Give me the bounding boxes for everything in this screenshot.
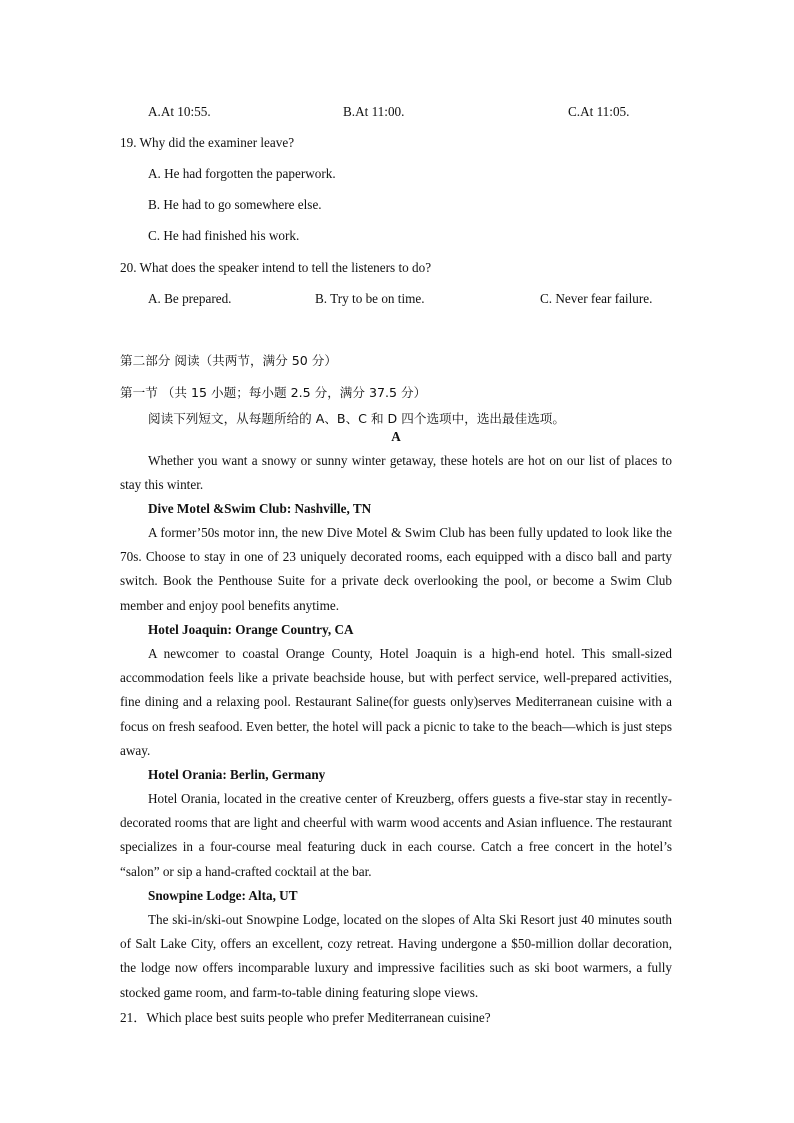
hotel-text-snowpine-body: The ski-in/ski-out Snowpine Lodge, located on the slopes of Alta Ski Resort just 40 minutes south of Salt Lake City, offers an excellent, cozy retreat. Having undergone a $50-million dollar decoration, the lodge now offers incomparable luxury and impressive facilities such as ski boot warmers, a fully stocked game room, and farm-to-table dining featuring slope views. — [120, 912, 672, 1000]
section1-heading: 第一节 （共 15 小题；每小题 2.5 分，满分 37.5 分） — [120, 385, 427, 400]
q19-option-c: C. He had finished his work. — [148, 228, 300, 243]
hotel-name-dive-motel: Dive Motel &Swim Club: Nashville, TN — [148, 501, 372, 516]
q18-option-a: A.At 10:55. — [148, 104, 211, 119]
q20-option-a: A. Be prepared. — [148, 291, 232, 306]
hotel-text-dive-motel — [120, 521, 672, 618]
q21-question: 21．Which place best suits people who prefer Mediterranean cuisine? — [120, 1010, 491, 1025]
q19-option-b: B. He had to go somewhere else. — [148, 197, 322, 212]
hotel-text-dive-motel-body: A former’50s motor inn, the new Dive Motel & Swim Club has been fully updated to look like the 70s. Choose to stay in one of 23 uniquely decorated rooms, each equipped with a disco ball and party switch. Book the Penthouse Suite for a private deck overlooking the pool, or become a Swim Club member and enjoy pool benefits anytime. — [120, 525, 672, 613]
passage-intro — [120, 449, 672, 497]
hotel-name-joaquin: Hotel Joaquin: Orange Country, CA — [148, 622, 354, 637]
passage-intro-text: Whether you want a snowy or sunny winter getaway, these hotels are hot on our list of places to stay this winter. — [120, 453, 672, 493]
q20-question: 20. What does the speaker intend to tell the listeners to do? — [120, 260, 432, 275]
q19-question: 19. Why did the examiner leave? — [120, 135, 295, 150]
passage-label: A — [391, 429, 401, 444]
reading-instruction: 阅读下列短文，从每题所给的 A、B、C 和 D 四个选项中，选出最佳选项。 — [148, 411, 565, 426]
q18-option-c: C.At 11:05. — [568, 104, 630, 119]
hotel-text-joaquin — [120, 642, 672, 763]
hotel-text-orania-body: Hotel Orania, located in the creative center of Kreuzberg, offers guests a five-star stay in recently-decorated rooms that are light and cheerful with warm wood accents and Asian influence. The restaurant specializes in a four-course meal featuring duck in each course. Catch a free concert in the hotel’s “salon” or sip a hand-crafted cocktail at the bar. — [120, 791, 672, 879]
hotel-text-orania — [120, 787, 672, 884]
hotel-text-snowpine — [120, 908, 672, 1005]
q20-option-b: B. Try to be on time. — [315, 291, 425, 306]
hotel-name-snowpine: Snowpine Lodge: Alta, UT — [148, 888, 298, 903]
hotel-name-orania: Hotel Orania: Berlin, Germany — [148, 767, 326, 782]
q18-option-b: B.At 11:00. — [343, 104, 405, 119]
q20-option-c: C. Never fear failure. — [540, 291, 653, 306]
part2-heading: 第二部分 阅读（共两节，满分 50 分） — [120, 353, 337, 368]
q19-option-a: A. He had forgotten the paperwork. — [148, 166, 336, 181]
hotel-text-joaquin-body: A newcomer to coastal Orange County, Hotel Joaquin is a high-end hotel. This small-sized accommodation feels like a private beachside house, but with perfect service, well-prepared activities, fine dining and a relaxing pool. Restaurant Saline(for guests only)serves Mediterranean cuisine with a focus on fresh seafood. Even better, the hotel will pack a picnic to take to the beach—which is just steps away. — [120, 646, 672, 758]
